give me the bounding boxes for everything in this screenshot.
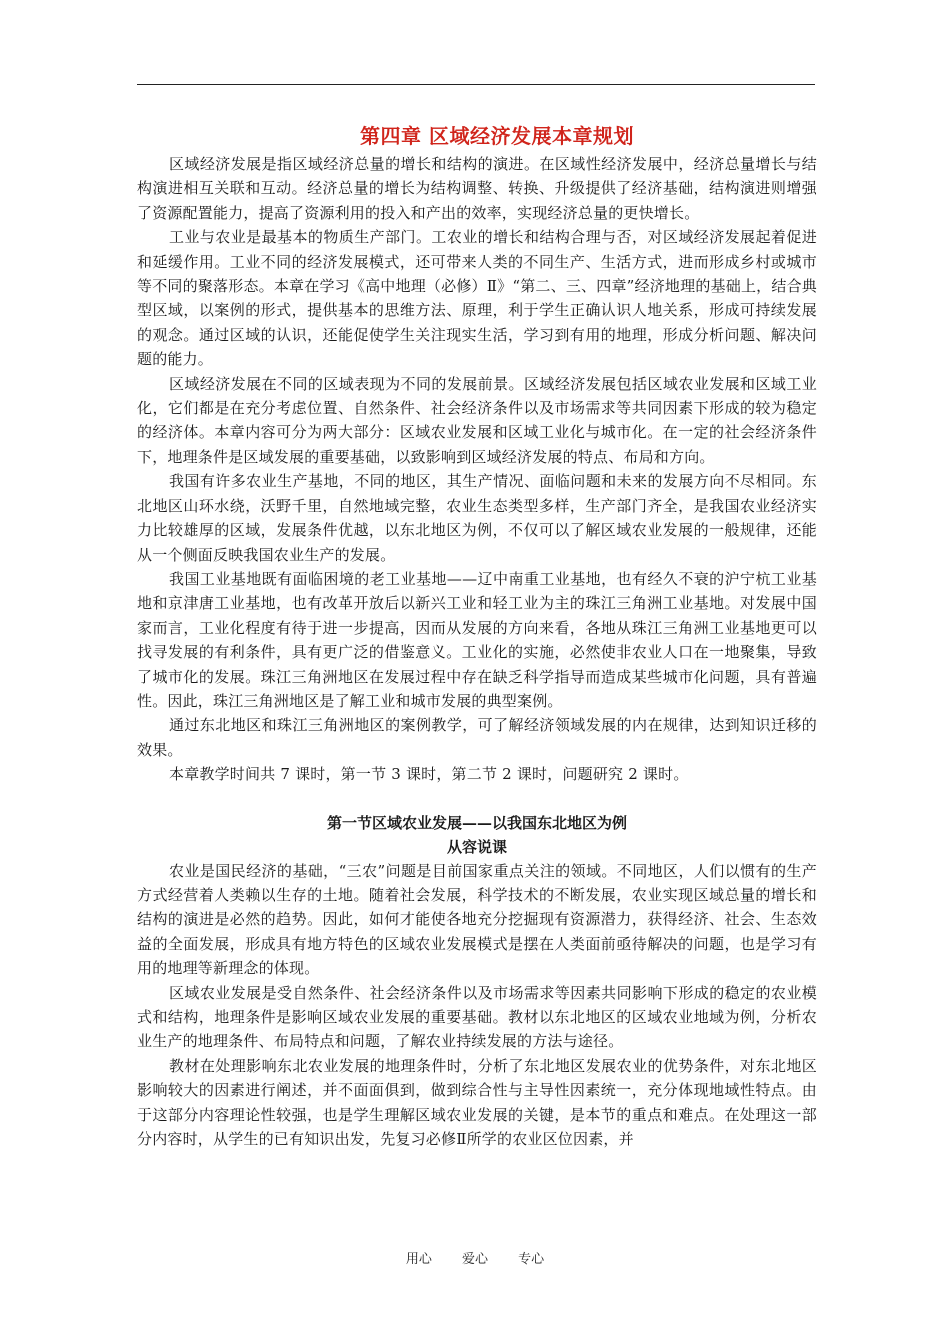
chapter-title: 第四章 区域经济发展本章规划	[360, 124, 634, 148]
intro-paragraph: 我国工业基地既有面临困境的老工业基地——辽中南重工业基地，也有经久不衰的沪宁杭工业基地和京津唐工业基地，也有改革开放后以新兴工业和轻工业为主的珠江三角洲工业基地。对发展中国家而言，工业化程度有待于进一步提高，因而从发展的方向来看，各地从珠江三角洲工业基地更可以找寻发展的有利条件，具有更广泛的借鉴意义。工业化的实施，必然使非农业人口在一地聚集，导致了城市化的发展。珠江三角洲地区在发展过程中存在缺乏科学指导而造成某些城市化问题，具有普遍性。因此，珠江三角洲地区是了解工业和城市发展的典型案例。	[137, 569, 817, 710]
section-paragraph: 农业是国民经济的基础，“三农”问题是目前国家重点关注的领域。不同地区，人们以惯有的生产方式经营着人类赖以生存的土地。随着社会发展，科学技术的不断发展，农业实现区域总量的增长和结构的演进是必然的趋势。因此，如何才能使各地充分挖掘现有资源潜力，获得经济、社会、生态效益的全面发展，形成具有地方特色的区域农业发展模式是摆在人类面前亟待解决的问题，也是学习有用的地理等新理念的体现。	[137, 861, 817, 978]
intro-paragraph: 通过东北地区和珠江三角洲地区的案例教学，可了解经济领域发展的内在规律，达到知识迁移的效果。	[137, 716, 817, 759]
subsection-title: 从容说课	[446, 837, 507, 856]
intro-paragraph: 工业与农业是最基本的物质生产部门。工农业的增长和结构合理与否，对区域经济发展起着促进和延缓作用。工业不同的经济发展模式，还可带来人类的不同生产、生活方式，进而形成乡村或城市等不同的聚落形态。本章在学习《高中地理（必修）Ⅱ》“第二、三、四章”经济地理的基础上，结合典型区域，以案例的形式，提供基本的思维方法、原理，利于学生正确认识人地关系，形成可持续发展的观念。通过区域的认识，还能促使学生关注现实生活，学习到有用的地理，形成分析问题、解决问题的能力。	[137, 228, 817, 369]
intro-paragraph: 区域经济发展在不同的区域表现为不同的发展前景。区域经济发展包括区域农业发展和区域工业化，它们都是在充分考虑位置、自然条件、社会经济条件以及市场需求等共同因素下形成的较为稳定的经济体。本章内容可分为两大部分：区域农业发展和区域工业化与城市化。在一定的社会经济条件下，地理条件是区域发展的重要基础，以致影响到区域经济发展的特点、布局和方向。	[137, 374, 817, 466]
page-footer	[0, 1248, 950, 1267]
intro-paragraph: 我国有许多农业生产基地，不同的地区，其生产情况、面临问题和未来的发展方向不尽相同。东北地区山环水绕，沃野千里，自然地域完整，农业生态类型多样，生产部门齐全，是我国农业经济实力比较雄厚的区域，发展条件优越，以东北地区为例，不仅可以了解区域农业发展的一般规律，还能从一个侧面反映我国农业生产的发展。	[137, 472, 817, 564]
section-paragraph: 区域农业发展是受自然条件、社会经济条件以及市场需求等因素共同影响下形成的稳定的农业模式和结构，地理条件是影响区域农业发展的重要基础。教材以东北地区的区域农业地域为例，分析农业生产的地理条件、布局特点和问题，了解农业持续发展的方法与途径。	[137, 983, 817, 1051]
section-paragraph: 教材在处理影响东北农业发展的地理条件时，分析了东北地区发展农业的优势条件，对东北地区影响较大的因素进行阐述，并不面面俱到，做到综合性与主导性因素统一，充分体现地域性特点。由于这部分内容理论性较强，也是学生理解区域农业发展的关键，是本节的重点和难点。在处理这一部分内容时，从学生的已有知识出发，先复习必修Ⅱ所学的农业区位因素，并	[137, 1056, 817, 1149]
section-title: 第一节区域农业发展——以我国东北地区为例	[326, 813, 627, 832]
intro-paragraph: 区域经济发展是指区域经济总量的增长和结构的演进。在区域性经济发展中，经济总量增长与结构演进相互关联和互动。经济总量的增长为结构调整、转换、升级提供了经济基础，结构演进则增强了资源配置能力，提高了资源利用的投入和产出的效率，实现经济总量的更快增长。	[137, 155, 817, 222]
header-rule	[137, 84, 815, 85]
document-body	[137, 120, 817, 1151]
footer-item: 专心	[518, 1252, 545, 1267]
footer-item: 爱心	[461, 1252, 488, 1267]
intro-paragraph: 本章教学时间共 7 课时，第一节 3 课时，第二节 2 课时，问题研究 2 课时。	[169, 765, 689, 784]
footer-item: 用心	[405, 1252, 432, 1267]
